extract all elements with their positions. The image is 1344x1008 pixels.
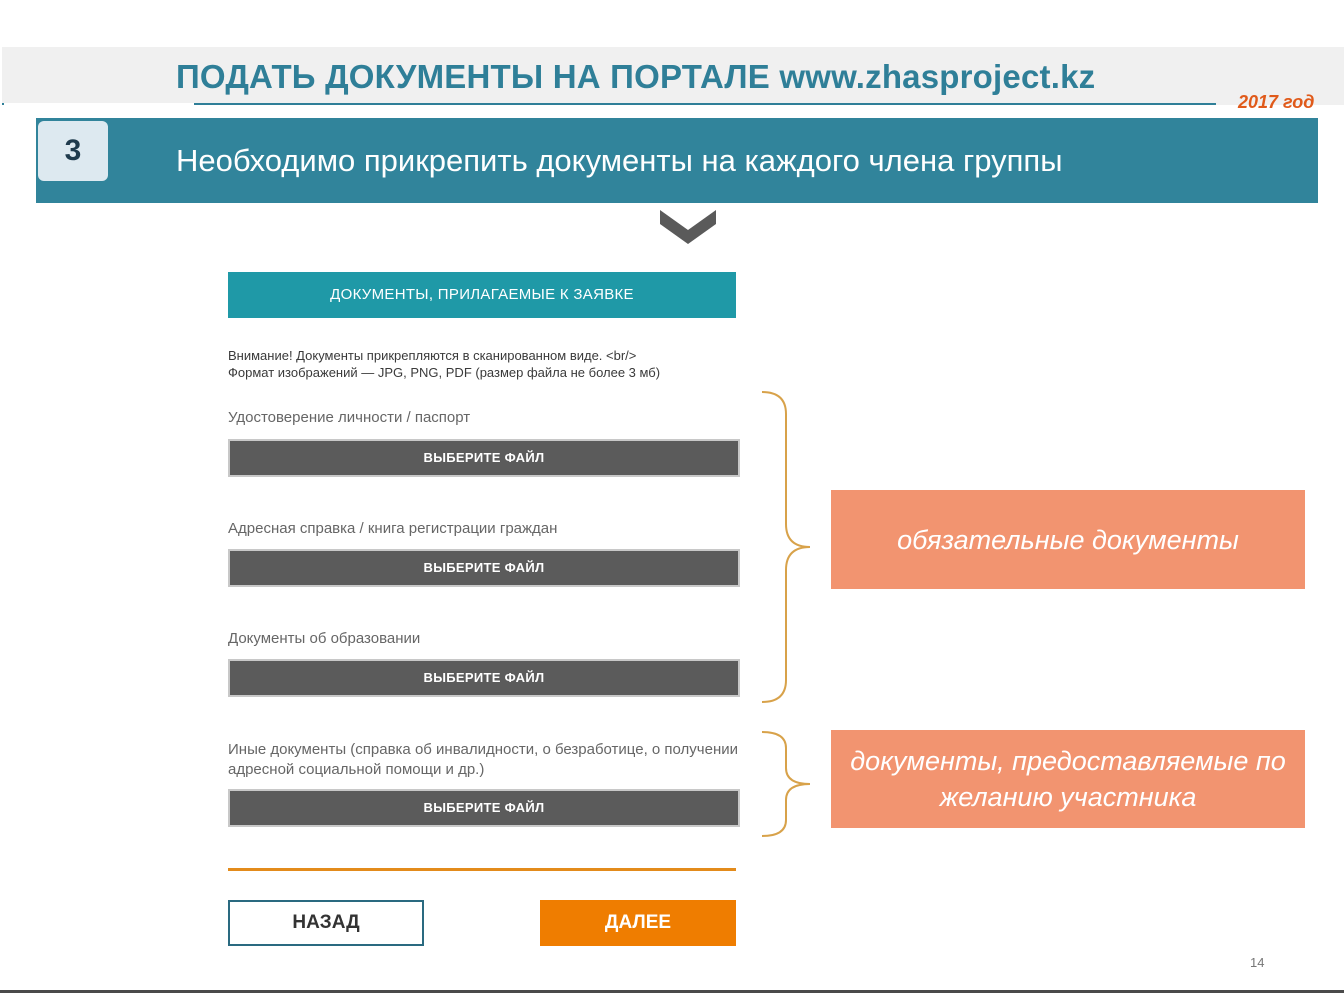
choose-file-button-address[interactable]: ВЫБЕРИТЕ ФАЙЛ — [228, 549, 740, 587]
chevron-down-icon — [660, 208, 716, 246]
page-number: 14 — [1250, 955, 1265, 970]
notice-line-1: Внимание! Документы прикрепляются в сканированном виде. <br/> — [228, 348, 637, 363]
footer-line — [0, 990, 1344, 993]
page-title: ПОДАТЬ ДОКУМЕНТЫ НА ПОРТАЛЕ www.zhasproject.kz — [176, 58, 1096, 95]
title-underline-gap — [4, 103, 194, 106]
field-label-other: Иные документы (справка об инвалидности, о безработице, о получении адресной социальной помощи и др.) — [228, 741, 738, 778]
upload-notice — [228, 347, 748, 381]
field-label-education: Документы об образовании — [228, 630, 421, 647]
year-label: 2017 год — [1238, 92, 1315, 112]
step-number-badge: 3 — [38, 121, 108, 181]
notice-line-2: Формат изображений — JPG, PNG, PDF (размер файла не более 3 мб) — [228, 365, 661, 380]
callout-optional-documents: документы, предоставляемые по желанию участника — [831, 730, 1305, 828]
field-label-address: Адресная справка / книга регистрации граждан — [228, 520, 558, 537]
form-header: ДОКУМЕНТЫ, ПРИЛАГАЕМЫЕ К ЗАЯВКЕ — [228, 272, 736, 318]
back-button[interactable]: НАЗАД — [228, 900, 424, 946]
required-bracket — [760, 390, 812, 704]
optional-bracket — [760, 730, 812, 838]
field-label-id-passport: Удостоверение личности / паспорт — [228, 409, 471, 426]
callout-required-documents: обязательные документы — [831, 490, 1305, 589]
form-divider — [228, 868, 736, 871]
choose-file-button-education[interactable]: ВЫБЕРИТЕ ФАЙЛ — [228, 659, 740, 697]
choose-file-button-id-passport[interactable]: ВЫБЕРИТЕ ФАЙЛ — [228, 439, 740, 477]
next-button[interactable]: ДАЛЕЕ — [540, 900, 736, 946]
step-instruction: Необходимо прикрепить документы на каждого члена группы — [176, 143, 1063, 178]
choose-file-button-other[interactable]: ВЫБЕРИТЕ ФАЙЛ — [228, 789, 740, 827]
